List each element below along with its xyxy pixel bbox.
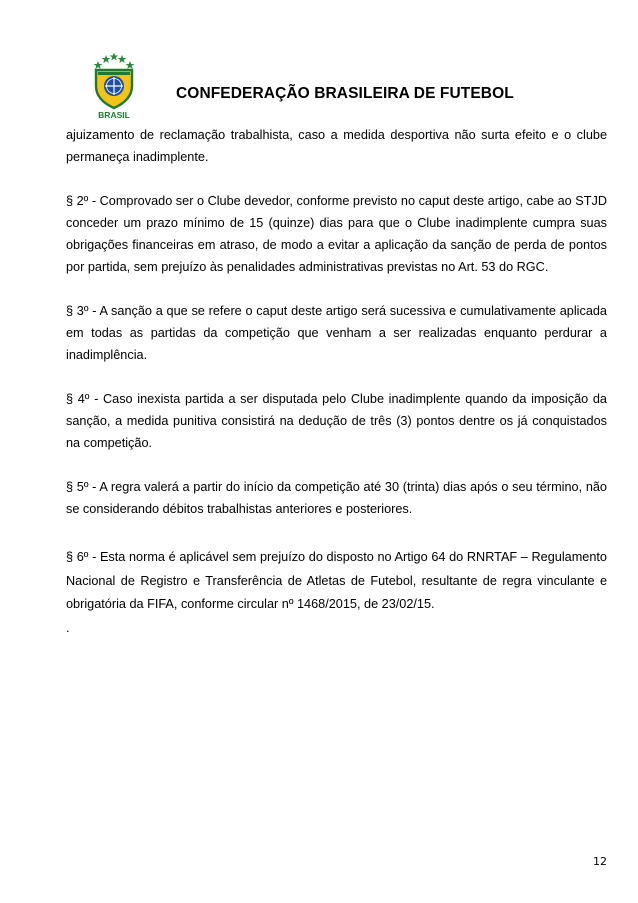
paragraph-continuation: ajuizamento de reclamação trabalhista, caso a medida desportiva não surta efeito e o clube permaneça inadimplente. <box>66 128 607 164</box>
paragraph-section-6: § 6º - Esta norma é aplicável sem prejuízo do disposto no Artigo 64 do RNRTAF – Regulamento Nacional de Registro e Transferência de Atletas de Futebol, resultante de regra vinculante e obrigatória da FIFA, conforme circular nº 1468/2015, de 23/02/15. <box>66 550 607 611</box>
header-title: CONFEDERAÇÃO BRASILEIRA DE FUTEBOL <box>176 85 514 102</box>
paragraph-section-2: § 2º - Comprovado ser o Clube devedor, conforme previsto no caput deste artigo, cabe ao STJD conceder um prazo mínimo de 15 (quinze) dias para que o Clube inadimplente cumpra suas obrigações financeiras em atraso, de modo a evitar a aplicação da sanção de perda de pontos por partida, sem prejuízo às penalidades administrativas previstas no Art. 53 do RGC. <box>66 194 607 274</box>
document-body <box>66 124 607 639</box>
page-header <box>0 0 638 128</box>
trailing-mark: . <box>66 620 70 635</box>
cbf-crest-icon <box>90 52 138 120</box>
paragraph-section-5: § 5º - A regra valerá a partir do início da competição até 30 (trinta) dias após o seu término, não se considerando débitos trabalhistas anteriores e posteriores. <box>66 480 607 516</box>
svg-text:BRASIL: BRASIL <box>98 110 130 120</box>
page-number: 12 <box>593 855 607 868</box>
paragraph-section-3: § 3º - A sanção a que se refere o caput deste artigo será sucessiva e cumulativamente aplicada em todas as partidas da competição que venham a ser realizadas enquanto perdurar a inadimplência. <box>66 304 607 362</box>
paragraph-section-4: § 4º - Caso inexista partida a ser disputada pelo Clube inadimplente quando da imposição da sanção, a medida punitiva consistirá na dedução de três (3) pontos dentre os já conquistados na competição. <box>66 392 607 450</box>
